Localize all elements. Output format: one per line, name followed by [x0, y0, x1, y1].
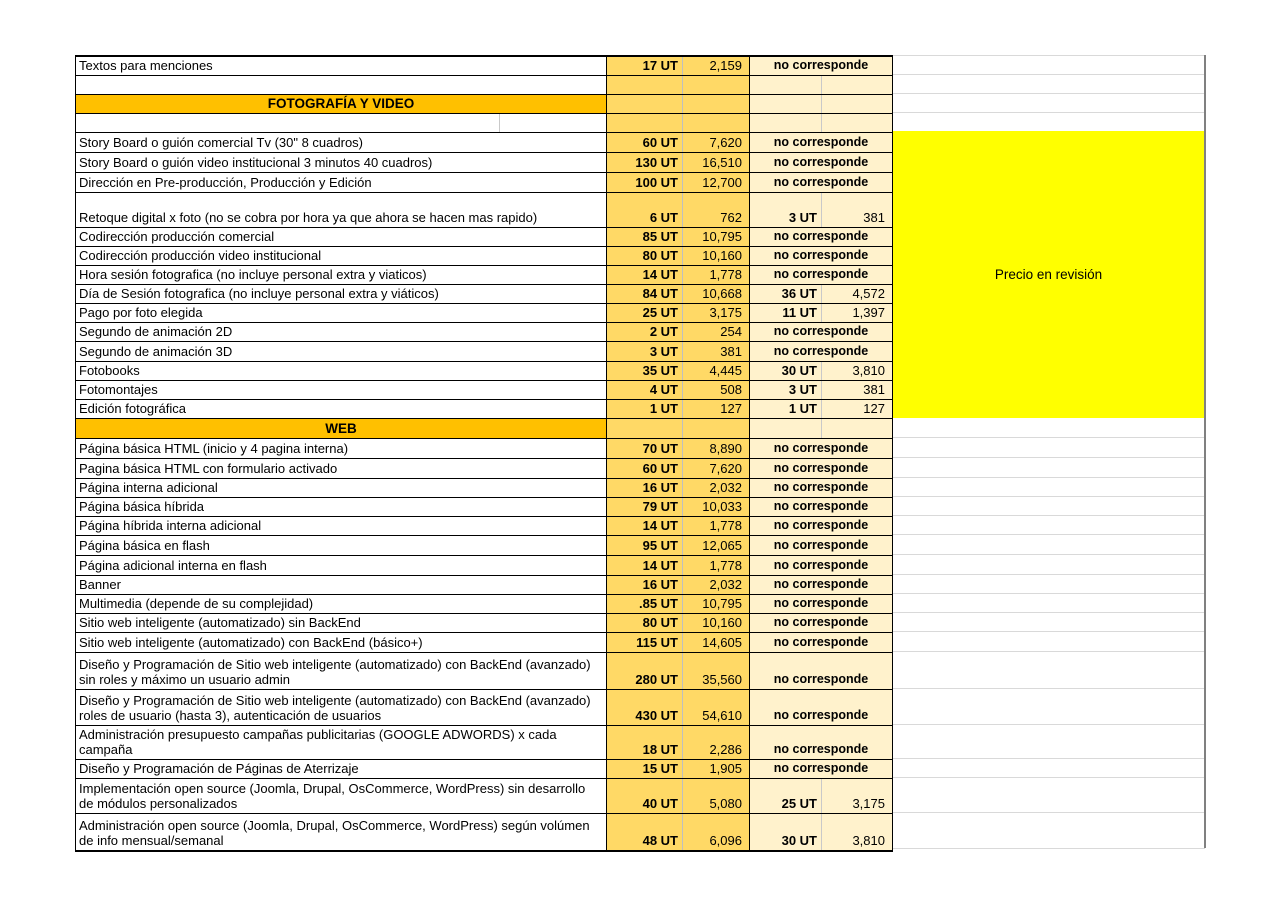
no-corresponde-cell: no corresponde — [750, 228, 892, 246]
service-description-cell: Fotomontajes — [76, 381, 607, 399]
ut-cell: 84 UT — [607, 285, 683, 303]
gridline-row — [893, 652, 1205, 689]
gridline-row — [893, 56, 1205, 75]
gridline-row — [893, 813, 1205, 849]
table-row — [76, 779, 892, 814]
discount-ut-cell: 30 UT — [750, 814, 822, 850]
service-description-cell: Página adicional interna en flash — [76, 556, 607, 575]
ut-cell: 16 UT — [607, 576, 683, 594]
service-description-cell: Textos para menciones — [76, 57, 607, 75]
gridline-row — [893, 535, 1205, 555]
price-cell: 762 — [683, 193, 750, 227]
table-row — [76, 76, 892, 95]
gridline-row — [893, 594, 1205, 613]
table-row — [76, 153, 892, 173]
ut-cell — [607, 95, 683, 113]
discount-ut-cell: 3 UT — [750, 193, 822, 227]
service-description-cell: Día de Sesión fotografica (no incluye personal extra y viáticos) — [76, 285, 607, 303]
discount-ut-cell: 36 UT — [750, 285, 822, 303]
table-row — [76, 439, 892, 459]
ut-cell: 60 UT — [607, 459, 683, 478]
no-corresponde-cell: no corresponde — [750, 576, 892, 594]
ut-cell: 17 UT — [607, 57, 683, 75]
service-description-cell: Pagina básica HTML con formulario activado — [76, 459, 607, 478]
ut-cell: 95 UT — [607, 536, 683, 555]
no-corresponde-cell: no corresponde — [750, 536, 892, 555]
table-row — [76, 576, 892, 595]
discount-ut-cell: 3 UT — [750, 381, 822, 399]
service-description-cell: Story Board o guión video institucional 3 minutos 40 cuadros) — [76, 153, 607, 172]
ut-cell: 35 UT — [607, 362, 683, 380]
service-description-cell — [76, 76, 607, 94]
page-edge-line — [1204, 55, 1206, 848]
price-cell: 7,620 — [683, 459, 750, 478]
service-description-cell: Banner — [76, 576, 607, 594]
service-description-cell: Dirección en Pre-producción, Producción y Edición — [76, 173, 607, 192]
table-row — [76, 193, 892, 228]
ut-cell: 6 UT — [607, 193, 683, 227]
price-cell: 2,159 — [683, 57, 750, 75]
no-corresponde-cell: no corresponde — [750, 556, 892, 575]
ut-cell: 70 UT — [607, 439, 683, 458]
ut-cell: 4 UT — [607, 381, 683, 399]
no-corresponde-cell: no corresponde — [750, 266, 892, 284]
ut-cell: 25 UT — [607, 304, 683, 322]
price-cell: 254 — [683, 323, 750, 341]
price-cell — [683, 419, 750, 438]
service-description-cell: Codirección producción comercial — [76, 228, 607, 246]
price-cell: 10,668 — [683, 285, 750, 303]
discount-ut-cell — [750, 114, 822, 132]
service-description-cell: Diseño y Programación de Sitio web inteligente (automatizado) con BackEnd (avanzado) sin roles y máximo un usuario admin — [76, 653, 607, 689]
table-row — [76, 760, 892, 779]
service-description-cell: Multimedia (depende de su complejidad) — [76, 595, 607, 613]
table-row — [76, 228, 892, 247]
gridline-row — [893, 613, 1205, 632]
price-cell: 5,080 — [683, 779, 750, 813]
table-row — [76, 459, 892, 479]
table-row — [76, 57, 892, 76]
price-table — [75, 55, 893, 852]
price-cell: 6,096 — [683, 814, 750, 850]
ut-cell: 14 UT — [607, 517, 683, 535]
gridline-row — [893, 516, 1205, 535]
price-cell: 1,778 — [683, 517, 750, 535]
ut-cell: 80 UT — [607, 247, 683, 265]
price-cell: 7,620 — [683, 133, 750, 152]
service-description-cell: Página básica en flash — [76, 536, 607, 555]
discount-ut-cell: 25 UT — [750, 779, 822, 813]
discount-price-cell — [822, 419, 892, 438]
gridline-row — [893, 458, 1205, 478]
table-row — [76, 633, 892, 653]
price-cell: 381 — [683, 342, 750, 361]
discount-ut-cell: 11 UT — [750, 304, 822, 322]
price-cell: 10,160 — [683, 614, 750, 632]
service-description-cell: Administración presupuesto campañas publicitarias (GOOGLE ADWORDS) x cada campaña — [76, 726, 607, 759]
yellow-note — [893, 131, 1204, 418]
table-row — [76, 536, 892, 556]
price-cell: 10,033 — [683, 498, 750, 516]
discount-ut-cell: 1 UT — [750, 400, 822, 418]
no-corresponde-cell: no corresponde — [750, 247, 892, 265]
gridline-row — [893, 575, 1205, 594]
no-corresponde-cell: no corresponde — [750, 342, 892, 361]
ut-cell: 2 UT — [607, 323, 683, 341]
table-row — [76, 133, 892, 153]
ut-cell: .85 UT — [607, 595, 683, 613]
service-description-cell: Hora sesión fotografica (no incluye personal extra y viaticos) — [76, 266, 607, 284]
ut-cell: 100 UT — [607, 173, 683, 192]
discount-price-cell: 3,810 — [822, 362, 892, 380]
service-description-cell: Segundo de animación 2D — [76, 323, 607, 341]
section-header: FOTOGRAFÍA Y VIDEO — [76, 95, 607, 113]
price-cell: 10,795 — [683, 595, 750, 613]
cell-divider — [76, 114, 500, 132]
table-row — [76, 266, 892, 285]
table-row — [76, 342, 892, 362]
ut-cell: 14 UT — [607, 556, 683, 575]
table-row — [76, 614, 892, 633]
discount-price-cell: 3,175 — [822, 779, 892, 813]
service-description-cell: Story Board o guión comercial Tv (30" 8 cuadros) — [76, 133, 607, 152]
ut-cell: 14 UT — [607, 266, 683, 284]
table-row — [76, 323, 892, 342]
discount-price-cell: 4,572 — [822, 285, 892, 303]
discount-price-cell: 127 — [822, 400, 892, 418]
gridline-row — [893, 555, 1205, 575]
discount-ut-cell — [750, 95, 822, 113]
ut-cell — [607, 76, 683, 94]
ut-cell: 1 UT — [607, 400, 683, 418]
discount-ut-cell — [750, 419, 822, 438]
gridline-row — [893, 778, 1205, 813]
service-description-cell: Página híbrida interna adicional — [76, 517, 607, 535]
price-cell — [683, 114, 750, 132]
ut-cell: 130 UT — [607, 153, 683, 172]
price-cell: 10,160 — [683, 247, 750, 265]
gridline-row — [893, 75, 1205, 94]
price-cell: 3,175 — [683, 304, 750, 322]
service-description-cell: Retoque digital x foto (no se cobra por hora ya que ahora se hacen mas rapido) — [76, 193, 607, 227]
price-cell: 1,778 — [683, 266, 750, 284]
no-corresponde-cell: no corresponde — [750, 760, 892, 778]
table-row — [76, 653, 892, 690]
price-cell: 14,605 — [683, 633, 750, 652]
ut-cell: 280 UT — [607, 653, 683, 689]
yellow-note-text: Precio en revisión — [994, 267, 1103, 282]
ut-cell: 85 UT — [607, 228, 683, 246]
price-cell: 1,905 — [683, 760, 750, 778]
price-cell: 35,560 — [683, 653, 750, 689]
discount-price-cell — [822, 76, 892, 94]
service-description-cell: Administración open source (Joomla, Drupal, OsCommerce, WordPress) según volúmen de info mensual/semanal — [76, 814, 607, 850]
price-cell: 10,795 — [683, 228, 750, 246]
no-corresponde-cell: no corresponde — [750, 439, 892, 458]
ut-cell — [607, 114, 683, 132]
no-corresponde-cell: no corresponde — [750, 614, 892, 632]
no-corresponde-cell: no corresponde — [750, 633, 892, 652]
table-row — [76, 595, 892, 614]
no-corresponde-cell: no corresponde — [750, 153, 892, 172]
table-row — [76, 498, 892, 517]
gridline-row — [893, 418, 1205, 438]
table-row — [76, 114, 892, 133]
price-cell: 16,510 — [683, 153, 750, 172]
table-row — [76, 285, 892, 304]
no-corresponde-cell: no corresponde — [750, 57, 892, 75]
section-header: WEB — [76, 419, 607, 438]
table-row — [76, 247, 892, 266]
table-row — [76, 381, 892, 400]
ut-cell: 15 UT — [607, 760, 683, 778]
service-description-cell: Pago por foto elegida — [76, 304, 607, 322]
table-row — [76, 400, 892, 419]
service-description-cell: Diseño y Programación de Sitio web inteligente (automatizado) con BackEnd (avanzado) roles de usuario (hasta 3), autenticación de usuarios — [76, 690, 607, 725]
no-corresponde-cell: no corresponde — [750, 323, 892, 341]
no-corresponde-cell: no corresponde — [750, 479, 892, 497]
gridline-row — [893, 759, 1205, 778]
price-cell: 508 — [683, 381, 750, 399]
no-corresponde-cell: no corresponde — [750, 459, 892, 478]
table-row — [76, 479, 892, 498]
ut-cell: 48 UT — [607, 814, 683, 850]
ut-cell: 60 UT — [607, 133, 683, 152]
gridline-row — [893, 438, 1205, 458]
table-row — [76, 814, 892, 850]
table-row — [76, 556, 892, 576]
price-cell: 4,445 — [683, 362, 750, 380]
ut-cell: 40 UT — [607, 779, 683, 813]
no-corresponde-cell: no corresponde — [750, 653, 892, 689]
service-description-cell: Sitio web inteligente (automatizado) con BackEnd (básico+) — [76, 633, 607, 652]
discount-ut-cell: 30 UT — [750, 362, 822, 380]
service-description-cell: Página interna adicional — [76, 479, 607, 497]
ut-cell: 16 UT — [607, 479, 683, 497]
service-description-cell: Página básica híbrida — [76, 498, 607, 516]
section-header-row — [76, 95, 892, 114]
ut-cell: 430 UT — [607, 690, 683, 725]
table-row — [76, 726, 892, 760]
price-cell: 12,700 — [683, 173, 750, 192]
price-cell: 2,032 — [683, 479, 750, 497]
price-cell: 2,032 — [683, 576, 750, 594]
table-row — [76, 362, 892, 381]
service-description-cell: Segundo de animación 3D — [76, 342, 607, 361]
price-cell — [683, 95, 750, 113]
discount-price-cell: 381 — [822, 381, 892, 399]
ut-cell — [607, 419, 683, 438]
no-corresponde-cell: no corresponde — [750, 133, 892, 152]
table-row — [76, 304, 892, 323]
price-cell: 12,065 — [683, 536, 750, 555]
service-description-cell: Edición fotográfica — [76, 400, 607, 418]
no-corresponde-cell: no corresponde — [750, 517, 892, 535]
discount-price-cell — [822, 114, 892, 132]
table-row — [76, 517, 892, 536]
discount-ut-cell — [750, 76, 822, 94]
service-description-cell: Página básica HTML (inicio y 4 pagina interna) — [76, 439, 607, 458]
no-corresponde-cell: no corresponde — [750, 726, 892, 759]
service-description-cell: Diseño y Programación de Páginas de Aterrizaje — [76, 760, 607, 778]
discount-price-cell: 1,397 — [822, 304, 892, 322]
no-corresponde-cell: no corresponde — [750, 498, 892, 516]
discount-price-cell — [822, 95, 892, 113]
ut-cell: 80 UT — [607, 614, 683, 632]
gridline-row — [893, 113, 1205, 132]
gridline-row — [893, 632, 1205, 652]
service-description-cell: Codirección producción video institucional — [76, 247, 607, 265]
gridline-row — [893, 478, 1205, 497]
service-description-cell — [76, 114, 607, 132]
ut-cell: 18 UT — [607, 726, 683, 759]
ut-cell: 79 UT — [607, 498, 683, 516]
service-description-cell: Fotobooks — [76, 362, 607, 380]
gridline-row — [893, 94, 1205, 113]
discount-price-cell: 381 — [822, 193, 892, 227]
price-cell: 1,778 — [683, 556, 750, 575]
price-cell: 54,610 — [683, 690, 750, 725]
no-corresponde-cell: no corresponde — [750, 690, 892, 725]
table-row — [76, 173, 892, 193]
section-header-row — [76, 419, 892, 439]
price-cell: 127 — [683, 400, 750, 418]
discount-price-cell: 3,810 — [822, 814, 892, 850]
gridline-row — [893, 725, 1205, 759]
table-row — [76, 690, 892, 726]
gridline-row — [893, 689, 1205, 725]
price-cell: 2,286 — [683, 726, 750, 759]
ut-cell: 3 UT — [607, 342, 683, 361]
gridline-row — [893, 497, 1205, 516]
no-corresponde-cell: no corresponde — [750, 173, 892, 192]
price-cell: 8,890 — [683, 439, 750, 458]
service-description-cell: Implementación open source (Joomla, Drupal, OsCommerce, WordPress) sin desarrollo de módulos personalizados — [76, 779, 607, 813]
price-cell — [683, 76, 750, 94]
ut-cell: 115 UT — [607, 633, 683, 652]
no-corresponde-cell: no corresponde — [750, 595, 892, 613]
service-description-cell: Sitio web inteligente (automatizado) sin BackEnd — [76, 614, 607, 632]
